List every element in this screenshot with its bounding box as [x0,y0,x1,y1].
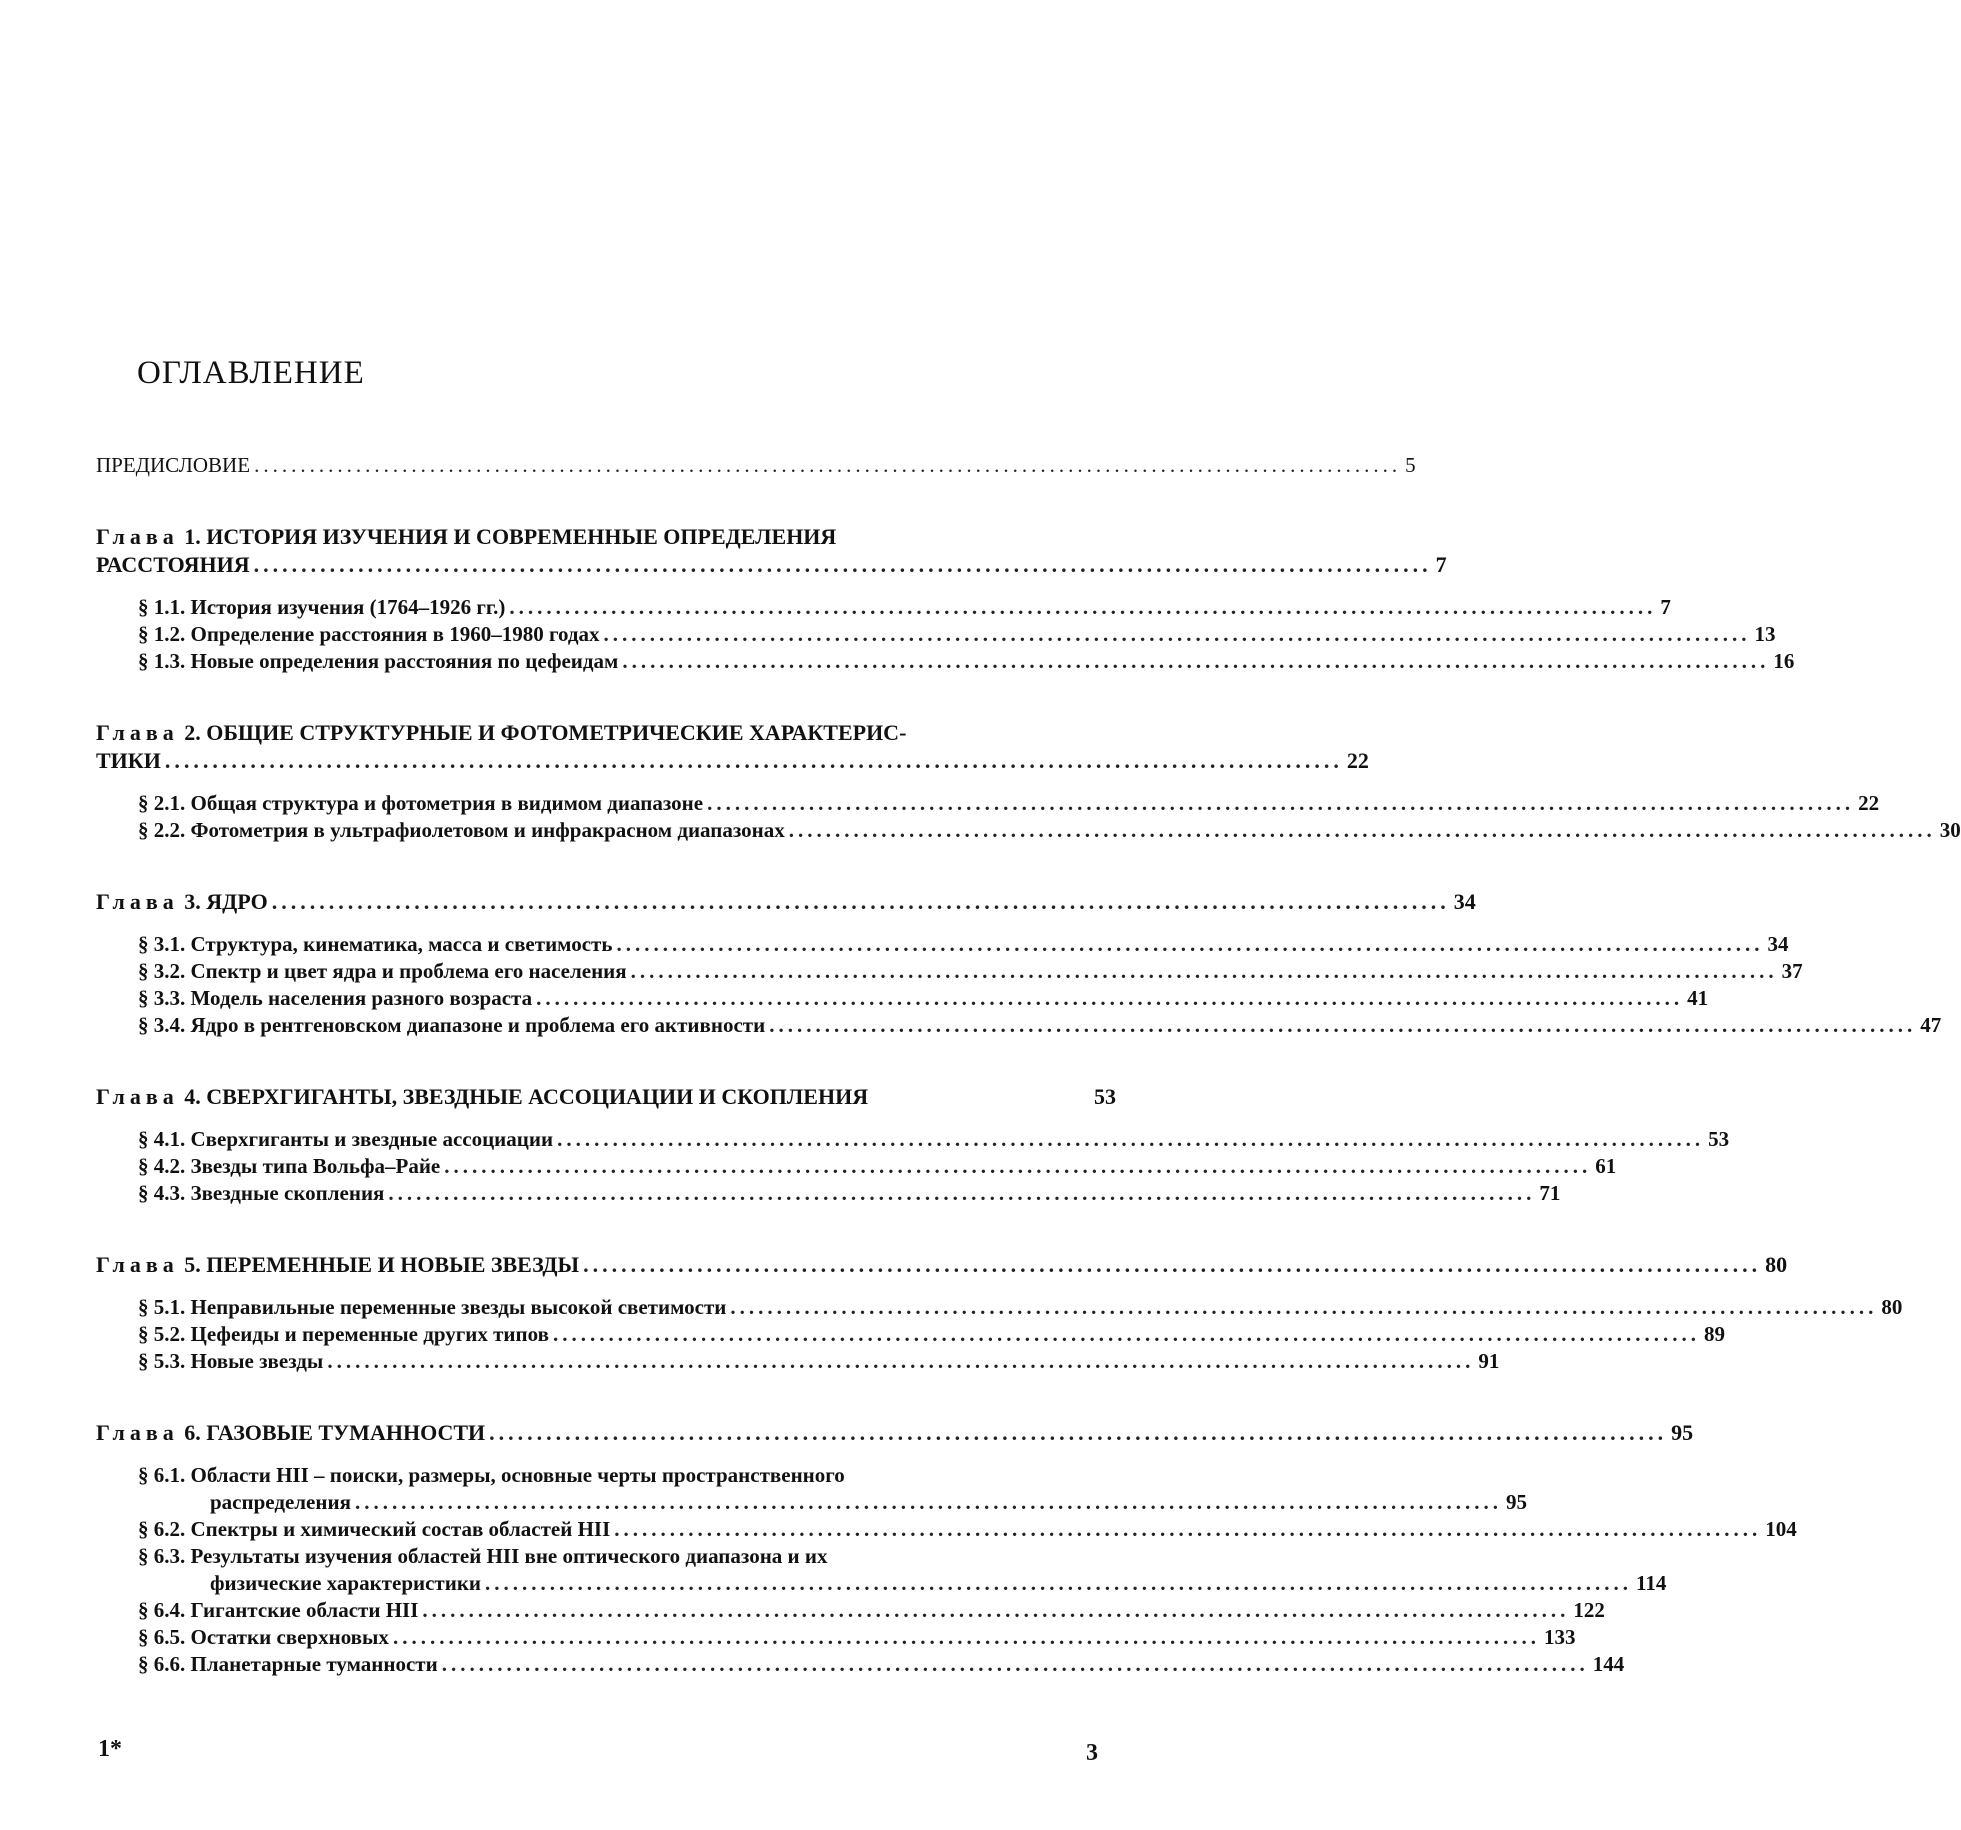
chapter-1 [96,523,1795,675]
section-entry[interactable] [96,1651,1625,1678]
leader-dots: ............................................................................................................................ [327,1349,1475,1373]
section-page: 34 [1767,932,1789,956]
section-page: 95 [1505,1490,1527,1514]
chapter-page: 7 [1435,552,1447,577]
leader-dots: ............................................................................................................................ [552,1322,1700,1346]
section-page: 80 [1881,1295,1903,1319]
section-label-cont: физические характеристики [210,1571,482,1595]
section-label: § 5.1. Неправильные переменные звезды высокой светимости [138,1295,727,1319]
chapter-title: 2. ОБЩИЕ СТРУКТУРНЫЕ И ФОТОМЕТРИЧЕСКИЕ ХАРАКТЕРИС- [178,720,907,745]
chapter-title: 3. ЯДРО [178,889,268,914]
section-page: 47 [1920,1013,1942,1037]
chapter-heading[interactable] [96,888,1476,915]
section-page: 144 [1592,1652,1625,1676]
section-entry[interactable] [96,958,1803,985]
section-label: § 3.3. Модель населения разного возраста [138,986,533,1010]
section-entry[interactable] [96,1516,1797,1543]
section-label-cont: распределения [210,1490,351,1514]
section-label: § 3.1. Структура, кинематика, масса и светимость [138,932,613,956]
chapter-word: Глава [96,1420,179,1445]
chapter-5 [96,1251,1903,1375]
leader-dots: ............................................................................................................................ [485,1571,1633,1595]
chapter-3 [96,888,1942,1039]
chapter-heading[interactable] [96,719,1116,747]
section-label: § 1.3. Новые определения расстояния по цефеидам [138,649,619,673]
chapter-title: 6. ГАЗОВЫЕ ТУМАННОСТИ [178,1420,486,1445]
section-page: 30 [1939,818,1961,842]
signature-mark: 1* [98,1736,122,1762]
leader-dots: ............................................................................................................................ [536,986,1684,1010]
leader-dots: ............................................................................................................................ [271,889,1450,914]
section-label: § 3.4. Ядро в рентгеновском диапазоне и проблема его активности [138,1013,766,1037]
section-page: 41 [1687,986,1709,1010]
section-page: 71 [1539,1181,1561,1205]
chapter-heading[interactable] [96,1083,1116,1110]
chapter-word: Глава [96,1252,179,1277]
section-page: 133 [1543,1625,1576,1649]
leader-dots: ............................................................................................................................ [622,649,1770,673]
leader-dots: ............................................................................................................................ [392,1625,1540,1649]
chapter-word: Глава [96,889,179,914]
section-label: § 6.1. Области НII – поиски, размеры, основные черты пространственного [138,1463,845,1487]
chapter-6 [96,1419,1797,1678]
page-number: 3 [1086,1740,1098,1766]
section-page: 114 [1636,1571,1667,1595]
chapter-title: 1. ИСТОРИЯ ИЗУЧЕНИЯ И СОВРЕМЕННЫЕ ОПРЕДЕЛЕНИЯ [178,524,837,549]
chapter-heading[interactable] [96,1251,1788,1278]
section-entry[interactable] [96,985,1709,1012]
section-entry[interactable] [96,1126,1730,1153]
section-label: § 1.2. Определение расстояния в 1960–1980 годах [138,622,600,646]
leader-dots: ............................................................................................................................ [769,1013,1917,1037]
toc-entry-preface[interactable] [96,452,1416,479]
leader-dots: ............................................................................................................................ [707,791,1855,815]
leader-dots: ............................................................................................................................ [441,1652,1589,1676]
leader-dots: ............................................................................................................................ [614,1517,1762,1541]
section-entry[interactable] [96,1597,1605,1624]
section-page: 122 [1573,1598,1605,1622]
section-entry[interactable] [96,648,1795,675]
leader-dots: ............................................................................................................................ [164,748,1343,773]
chapter-heading[interactable] [96,1419,1694,1446]
section-label: § 6.2. Спектры и химический состав областей НII [138,1517,611,1541]
section-label: § 5.3. Новые звезды [138,1349,324,1373]
section-entry[interactable] [96,817,1961,844]
section-label: § 1.1. История изучения (1764–1926 гг.) [138,595,506,619]
section-entry[interactable] [96,1348,1500,1375]
leader-dots: ............................................................................................................................ [730,1295,1878,1319]
chapter-heading-cont[interactable] [96,747,1369,774]
section-entry[interactable] [96,1543,1667,1597]
leader-dots: ............................................................................................................................ [444,1154,1592,1178]
section-entry[interactable] [96,1180,1561,1207]
section-label: § 4.3. Звездные скопления [138,1181,385,1205]
section-entry[interactable] [96,594,1671,621]
section-page: 61 [1595,1154,1617,1178]
chapter-word: Глава [96,524,179,549]
section-label: § 4.2. Звезды типа Вольфа–Райе [138,1154,441,1178]
leader-dots: ............................................................................................................................ [630,959,1778,983]
section-entry[interactable] [96,1462,1527,1516]
section-entry[interactable] [96,1153,1617,1180]
entry-page: 5 [1405,453,1416,477]
section-page: 104 [1765,1517,1797,1541]
section-page: 89 [1703,1322,1725,1346]
chapter-title-cont: РАССТОЯНИЯ [96,552,250,577]
leader-dots: ............................................................................................................................ [603,622,1751,646]
section-entry[interactable] [96,1012,1942,1039]
leader-dots: ............................................................................................................................ [253,552,1432,577]
leader-dots: ............................................................................................................................ [254,453,1402,477]
chapter-4 [96,1083,1730,1207]
section-entry[interactable] [96,1624,1576,1651]
section-label: § 4.1. Сверхгиганты и звездные ассоциации [138,1127,554,1151]
section-label: § 6.6. Планетарные туманности [138,1652,438,1676]
section-label: § 2.2. Фотометрия в ультрафиолетовом и инфракрасном диапазонах [138,818,785,842]
chapter-page: 95 [1671,1420,1694,1445]
chapter-page: 22 [1346,748,1369,773]
leader-dots: ............................................................................................................................ [788,818,1936,842]
section-entry[interactable] [96,790,1880,817]
section-label: § 5.2. Цефеиды и переменные других типов [138,1322,549,1346]
section-page: 37 [1781,959,1803,983]
section-page: 53 [1708,1127,1730,1151]
section-page: 22 [1858,791,1880,815]
section-page: 7 [1660,595,1671,619]
leader-dots: ............................................................................................................................ [354,1490,1502,1514]
leader-dots: ............................................................................................................................ [557,1127,1705,1151]
section-page: 91 [1478,1349,1500,1373]
leader-dots: ............................................................................................................................ [583,1252,1762,1277]
chapter-page: 34 [1453,889,1476,914]
section-page: 16 [1773,649,1795,673]
page-title: ОГЛАВЛЕНИЕ [137,355,365,391]
chapter-title-cont: ТИКИ [96,748,161,773]
chapter-title: 4. СВЕРХГИГАНТЫ, ЗВЕЗДНЫЕ АССОЦИАЦИИ И СКОПЛЕНИЯ [178,1084,869,1109]
section-label: § 6.4. Гигантские области НII [138,1598,419,1622]
leader-dots: ............................................................................................................................ [509,595,1657,619]
leader-dots: ............................................................................................................................ [422,1598,1570,1622]
chapter-heading[interactable] [96,523,1116,551]
entry-label: ПРЕДИСЛОВИЕ [96,453,251,477]
section-entry[interactable] [96,931,1789,958]
section-entry[interactable] [96,621,1776,648]
section-label: § 6.5. Остатки сверхновых [138,1625,389,1649]
section-page: 13 [1754,622,1776,646]
section-label: § 3.2. Спектр и цвет ядра и проблема его населения [138,959,627,983]
section-label: § 6.3. Результаты изучения областей НII вне оптического диапазона и их [138,1544,828,1568]
chapter-word: Глава [96,1084,179,1109]
chapter-heading-cont[interactable] [96,551,1447,578]
leader-dots: ............................................................................................................................ [388,1181,1536,1205]
section-entry[interactable] [96,1294,1903,1321]
chapter-title: 5. ПЕРЕМЕННЫЕ И НОВЫЕ ЗВЕЗДЫ [178,1252,580,1277]
table-of-contents [96,452,1961,1678]
chapter-page: 53 [1094,1084,1116,1109]
leader-dots: ............................................................................................................................ [489,1420,1668,1445]
chapter-page: 80 [1765,1252,1788,1277]
section-label: § 2.1. Общая структура и фотометрия в видимом диапазоне [138,791,704,815]
section-entry[interactable] [96,1321,1725,1348]
chapter-2 [96,719,1961,844]
leader-dots: ............................................................................................................................ [616,932,1764,956]
chapter-word: Глава [96,720,179,745]
